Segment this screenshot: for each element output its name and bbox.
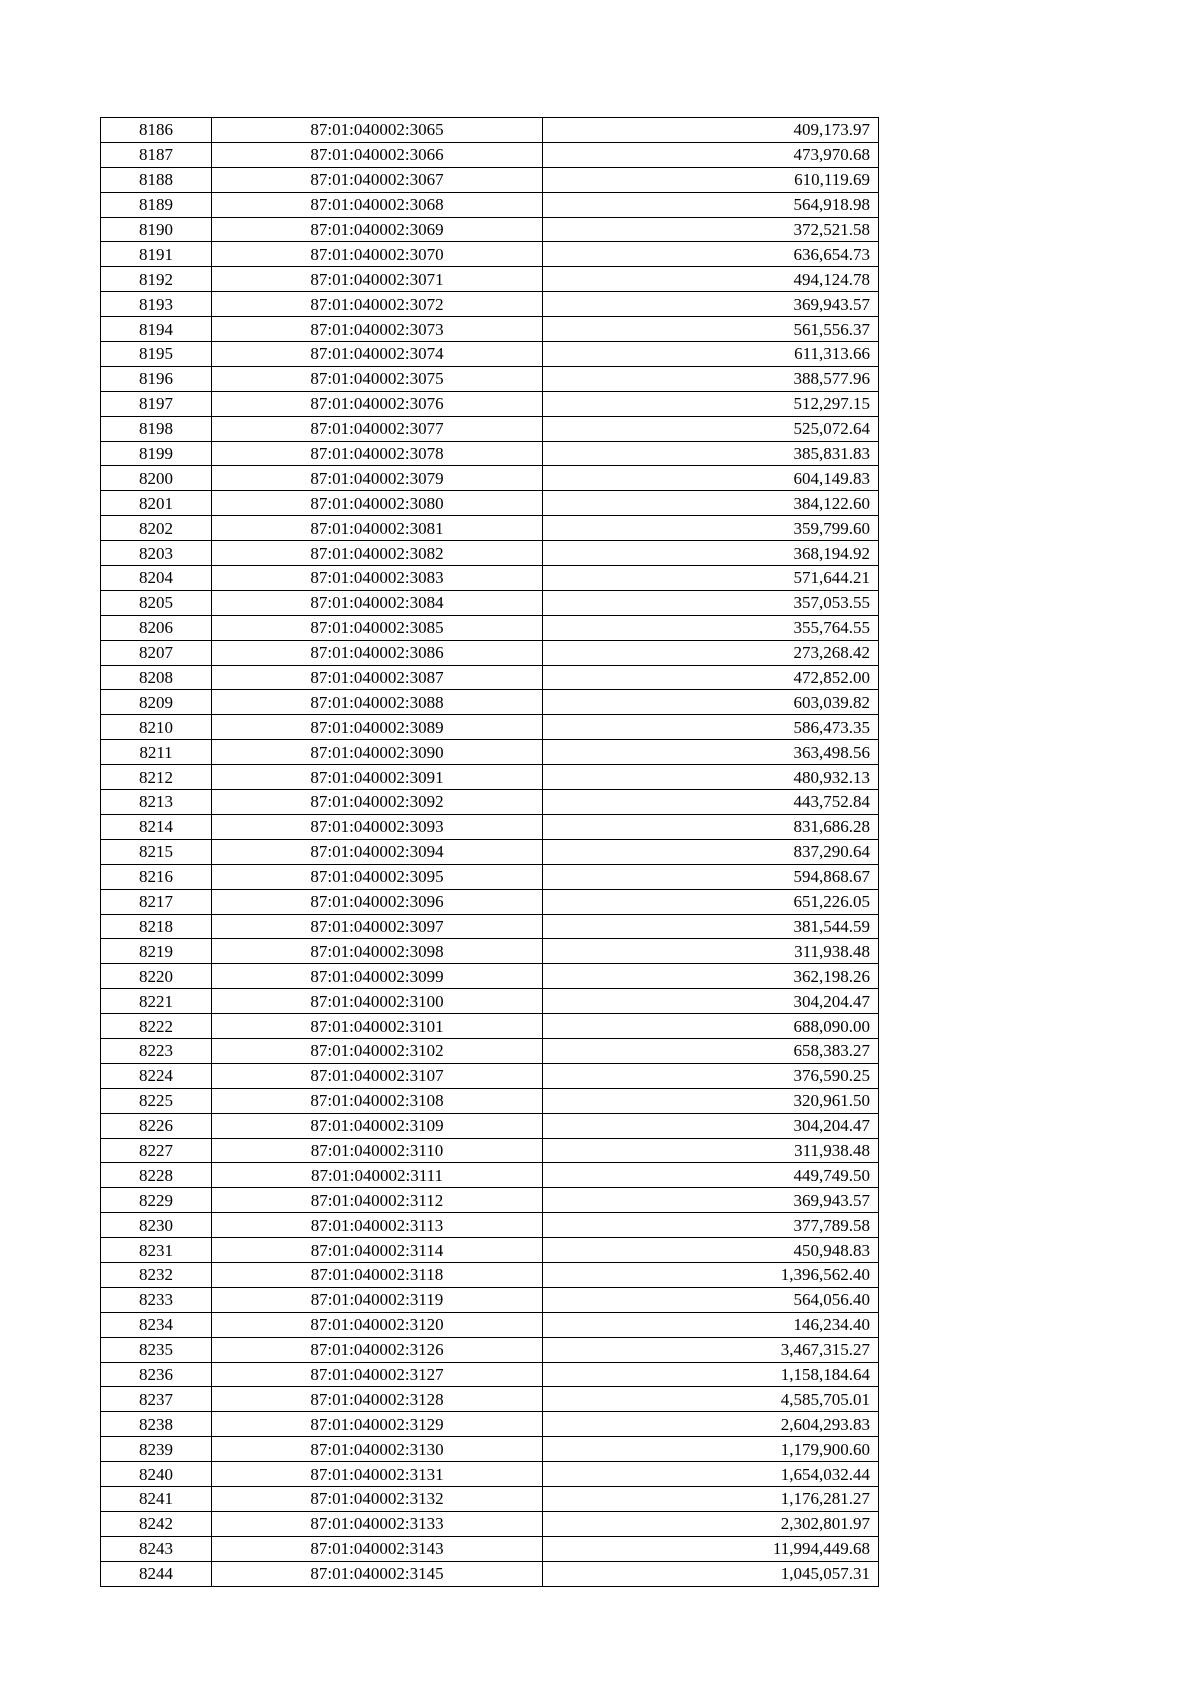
cadastral-number-cell: 87:01:040002:3093 [212, 814, 543, 839]
table-row [101, 1188, 879, 1213]
cadastral-number-cell: 87:01:040002:3118 [212, 1262, 543, 1287]
table-row [101, 839, 879, 864]
cadastral-value-cell: 472,852.00 [543, 665, 879, 690]
table-row [101, 1238, 879, 1263]
table-row [101, 1362, 879, 1387]
row-number-cell: 8210 [101, 715, 212, 740]
cadastral-number-cell: 87:01:040002:3127 [212, 1362, 543, 1387]
cadastral-number-cell: 87:01:040002:3129 [212, 1412, 543, 1437]
cadastral-number-cell: 87:01:040002:3108 [212, 1088, 543, 1113]
cadastral-value-cell: 355,764.55 [543, 615, 879, 640]
cadastral-number-cell: 87:01:040002:3075 [212, 366, 543, 391]
cadastral-number-cell: 87:01:040002:3074 [212, 342, 543, 367]
cadastral-number-cell: 87:01:040002:3085 [212, 615, 543, 640]
row-number-cell: 8207 [101, 640, 212, 665]
table-row [101, 889, 879, 914]
table-row [101, 939, 879, 964]
table-row [101, 391, 879, 416]
row-number-cell: 8203 [101, 541, 212, 566]
table-row [101, 615, 879, 640]
cadastral-value-cell: 1,179,900.60 [543, 1437, 879, 1462]
cadastral-value-cell: 304,204.47 [543, 989, 879, 1014]
cadastral-number-cell: 87:01:040002:3109 [212, 1113, 543, 1138]
cadastral-number-cell: 87:01:040002:3086 [212, 640, 543, 665]
row-number-cell: 8222 [101, 1014, 212, 1039]
cadastral-number-cell: 87:01:040002:3080 [212, 491, 543, 516]
cadastral-value-cell: 381,544.59 [543, 914, 879, 939]
cadastral-number-cell: 87:01:040002:3113 [212, 1213, 543, 1238]
cadastral-number-cell: 87:01:040002:3066 [212, 142, 543, 167]
table-row [101, 964, 879, 989]
cadastral-value-cell: 564,918.98 [543, 192, 879, 217]
row-number-cell: 8224 [101, 1063, 212, 1088]
table-row [101, 1511, 879, 1536]
cadastral-number-cell: 87:01:040002:3132 [212, 1486, 543, 1511]
table-row [101, 342, 879, 367]
table-row [101, 1387, 879, 1412]
cadastral-number-cell: 87:01:040002:3096 [212, 889, 543, 914]
table-row [101, 1561, 879, 1586]
row-number-cell: 8215 [101, 839, 212, 864]
table-row [101, 1038, 879, 1063]
cadastral-number-cell: 87:01:040002:3107 [212, 1063, 543, 1088]
row-number-cell: 8191 [101, 242, 212, 267]
table-row [101, 989, 879, 1014]
row-number-cell: 8243 [101, 1536, 212, 1561]
cadastral-value-cell: 3,467,315.27 [543, 1337, 879, 1362]
table-row [101, 491, 879, 516]
table-row [101, 1014, 879, 1039]
cadastral-number-cell: 87:01:040002:3102 [212, 1038, 543, 1063]
cadastral-value-cell: 564,056.40 [543, 1287, 879, 1312]
cadastral-number-cell: 87:01:040002:3071 [212, 267, 543, 292]
cadastral-number-cell: 87:01:040002:3065 [212, 118, 543, 143]
table-row [101, 1312, 879, 1337]
table-row [101, 242, 879, 267]
cadastral-value-cell: 385,831.83 [543, 441, 879, 466]
table-row [101, 1113, 879, 1138]
row-number-cell: 8217 [101, 889, 212, 914]
row-number-cell: 8219 [101, 939, 212, 964]
row-number-cell: 8190 [101, 217, 212, 242]
row-number-cell: 8216 [101, 864, 212, 889]
cadastral-value-cell: 376,590.25 [543, 1063, 879, 1088]
cadastral-value-cell: 473,970.68 [543, 142, 879, 167]
row-number-cell: 8233 [101, 1287, 212, 1312]
table-row [101, 267, 879, 292]
cadastral-number-cell: 87:01:040002:3092 [212, 790, 543, 815]
cadastral-value-cell: 369,943.57 [543, 1188, 879, 1213]
row-number-cell: 8193 [101, 292, 212, 317]
cadastral-number-cell: 87:01:040002:3069 [212, 217, 543, 242]
cadastral-value-cell: 2,604,293.83 [543, 1412, 879, 1437]
cadastral-value-cell: 611,313.66 [543, 342, 879, 367]
row-number-cell: 8220 [101, 964, 212, 989]
table-row [101, 665, 879, 690]
table-row [101, 914, 879, 939]
cadastral-number-cell: 87:01:040002:3143 [212, 1536, 543, 1561]
row-number-cell: 8239 [101, 1437, 212, 1462]
table-row [101, 317, 879, 342]
cadastral-value-cell: 369,943.57 [543, 292, 879, 317]
row-number-cell: 8237 [101, 1387, 212, 1412]
table-row [101, 864, 879, 889]
cadastral-value-cell: 450,948.83 [543, 1238, 879, 1263]
row-number-cell: 8195 [101, 342, 212, 367]
cadastral-number-cell: 87:01:040002:3082 [212, 541, 543, 566]
table-row [101, 740, 879, 765]
table-row [101, 1462, 879, 1487]
row-number-cell: 8206 [101, 615, 212, 640]
cadastral-number-cell: 87:01:040002:3100 [212, 989, 543, 1014]
row-number-cell: 8221 [101, 989, 212, 1014]
cadastral-value-cell: 368,194.92 [543, 541, 879, 566]
row-number-cell: 8214 [101, 814, 212, 839]
cadastral-number-cell: 87:01:040002:3073 [212, 317, 543, 342]
table-row [101, 1088, 879, 1113]
table-row [101, 118, 879, 143]
row-number-cell: 8235 [101, 1337, 212, 1362]
row-number-cell: 8213 [101, 790, 212, 815]
cadastral-number-cell: 87:01:040002:3097 [212, 914, 543, 939]
row-number-cell: 8223 [101, 1038, 212, 1063]
row-number-cell: 8241 [101, 1486, 212, 1511]
table-row [101, 690, 879, 715]
table-row [101, 590, 879, 615]
cadastral-value-cell: 304,204.47 [543, 1113, 879, 1138]
row-number-cell: 8212 [101, 765, 212, 790]
cadastral-number-cell: 87:01:040002:3099 [212, 964, 543, 989]
cadastral-value-cell: 831,686.28 [543, 814, 879, 839]
cadastral-value-cell: 2,302,801.97 [543, 1511, 879, 1536]
cadastral-value-cell: 1,396,562.40 [543, 1262, 879, 1287]
table-row [101, 1536, 879, 1561]
row-number-cell: 8232 [101, 1262, 212, 1287]
row-number-cell: 8199 [101, 441, 212, 466]
row-number-cell: 8225 [101, 1088, 212, 1113]
table-body [101, 118, 879, 1587]
table-row [101, 1063, 879, 1088]
cadastral-number-cell: 87:01:040002:3078 [212, 441, 543, 466]
row-number-cell: 8230 [101, 1213, 212, 1238]
cadastral-value-cell: 1,654,032.44 [543, 1462, 879, 1487]
cadastral-number-cell: 87:01:040002:3089 [212, 715, 543, 740]
table-row [101, 1412, 879, 1437]
row-number-cell: 8209 [101, 690, 212, 715]
table-row [101, 441, 879, 466]
row-number-cell: 8197 [101, 391, 212, 416]
cadastral-value-cell: 571,644.21 [543, 566, 879, 591]
table-row [101, 1486, 879, 1511]
cadastral-value-cell: 658,383.27 [543, 1038, 879, 1063]
cadastral-value-cell: 372,521.58 [543, 217, 879, 242]
cadastral-value-cell: 512,297.15 [543, 391, 879, 416]
row-number-cell: 8242 [101, 1511, 212, 1536]
cadastral-number-cell: 87:01:040002:3131 [212, 1462, 543, 1487]
table-row [101, 715, 879, 740]
cadastral-number-cell: 87:01:040002:3072 [212, 292, 543, 317]
cadastral-value-cell: 384,122.60 [543, 491, 879, 516]
cadastral-value-cell: 525,072.64 [543, 416, 879, 441]
cadastral-value-cell: 363,498.56 [543, 740, 879, 765]
cadastral-value-cell: 561,556.37 [543, 317, 879, 342]
cadastral-value-cell: 610,119.69 [543, 167, 879, 192]
row-number-cell: 8208 [101, 665, 212, 690]
cadastral-value-cell: 1,045,057.31 [543, 1561, 879, 1586]
cadastral-number-cell: 87:01:040002:3076 [212, 391, 543, 416]
cadastral-number-cell: 87:01:040002:3094 [212, 839, 543, 864]
table-row [101, 566, 879, 591]
table-row [101, 1437, 879, 1462]
row-number-cell: 8244 [101, 1561, 212, 1586]
table-row [101, 1213, 879, 1238]
table-row [101, 366, 879, 391]
cadastral-number-cell: 87:01:040002:3067 [212, 167, 543, 192]
cadastral-value-cell: 494,124.78 [543, 267, 879, 292]
row-number-cell: 8198 [101, 416, 212, 441]
cadastral-value-cell: 1,158,184.64 [543, 1362, 879, 1387]
row-number-cell: 8188 [101, 167, 212, 192]
cadastral-value-cell: 409,173.97 [543, 118, 879, 143]
table-row [101, 790, 879, 815]
cadastral-number-cell: 87:01:040002:3081 [212, 516, 543, 541]
table-row [101, 192, 879, 217]
row-number-cell: 8218 [101, 914, 212, 939]
table-row [101, 416, 879, 441]
cadastral-number-cell: 87:01:040002:3084 [212, 590, 543, 615]
cadastral-number-cell: 87:01:040002:3133 [212, 1511, 543, 1536]
cadastral-number-cell: 87:01:040002:3112 [212, 1188, 543, 1213]
cadastral-value-cell: 311,938.48 [543, 1138, 879, 1163]
cadastral-value-cell: 359,799.60 [543, 516, 879, 541]
cadastral-number-cell: 87:01:040002:3068 [212, 192, 543, 217]
row-number-cell: 8238 [101, 1412, 212, 1437]
row-number-cell: 8211 [101, 740, 212, 765]
row-number-cell: 8201 [101, 491, 212, 516]
cadastral-number-cell: 87:01:040002:3126 [212, 1337, 543, 1362]
row-number-cell: 8202 [101, 516, 212, 541]
cadastral-number-cell: 87:01:040002:3120 [212, 1312, 543, 1337]
table-row [101, 640, 879, 665]
cadastral-value-cell: 357,053.55 [543, 590, 879, 615]
table-row [101, 142, 879, 167]
row-number-cell: 8227 [101, 1138, 212, 1163]
cadastral-number-cell: 87:01:040002:3110 [212, 1138, 543, 1163]
row-number-cell: 8194 [101, 317, 212, 342]
cadastral-number-cell: 87:01:040002:3130 [212, 1437, 543, 1462]
row-number-cell: 8204 [101, 566, 212, 591]
cadastral-number-cell: 87:01:040002:3088 [212, 690, 543, 715]
cadastral-value-cell: 11,994,449.68 [543, 1536, 879, 1561]
cadastral-value-cell: 449,749.50 [543, 1163, 879, 1188]
table-row [101, 167, 879, 192]
row-number-cell: 8229 [101, 1188, 212, 1213]
cadastral-value-cell: 1,176,281.27 [543, 1486, 879, 1511]
cadastral-number-cell: 87:01:040002:3070 [212, 242, 543, 267]
cadastral-value-cell: 604,149.83 [543, 466, 879, 491]
cadastral-value-cell: 377,789.58 [543, 1213, 879, 1238]
table-row [101, 516, 879, 541]
cadastral-number-cell: 87:01:040002:3095 [212, 864, 543, 889]
cadastral-value-cell: 443,752.84 [543, 790, 879, 815]
row-number-cell: 8205 [101, 590, 212, 615]
row-number-cell: 8196 [101, 366, 212, 391]
cadastral-value-cell: 362,198.26 [543, 964, 879, 989]
row-number-cell: 8186 [101, 118, 212, 143]
table-row [101, 292, 879, 317]
cadastral-number-cell: 87:01:040002:3091 [212, 765, 543, 790]
row-number-cell: 8228 [101, 1163, 212, 1188]
table-row [101, 1337, 879, 1362]
table-row [101, 466, 879, 491]
table-row [101, 1287, 879, 1312]
row-number-cell: 8231 [101, 1238, 212, 1263]
cadastral-number-cell: 87:01:040002:3114 [212, 1238, 543, 1263]
cadastral-value-cell: 586,473.35 [543, 715, 879, 740]
cadastral-value-cell: 603,039.82 [543, 690, 879, 715]
cadastral-value-cell: 273,268.42 [543, 640, 879, 665]
cadastral-value-cell: 480,932.13 [543, 765, 879, 790]
cadastral-number-cell: 87:01:040002:3090 [212, 740, 543, 765]
cadastral-value-cell: 388,577.96 [543, 366, 879, 391]
table-row [101, 814, 879, 839]
cadastral-number-cell: 87:01:040002:3111 [212, 1163, 543, 1188]
cadastral-number-cell: 87:01:040002:3077 [212, 416, 543, 441]
cadastral-number-cell: 87:01:040002:3101 [212, 1014, 543, 1039]
cadastral-value-cell: 146,234.40 [543, 1312, 879, 1337]
cadastral-number-cell: 87:01:040002:3128 [212, 1387, 543, 1412]
cadastral-value-cell: 594,868.67 [543, 864, 879, 889]
row-number-cell: 8187 [101, 142, 212, 167]
cadastral-number-cell: 87:01:040002:3119 [212, 1287, 543, 1312]
cadastral-value-cell: 4,585,705.01 [543, 1387, 879, 1412]
cadastral-value-cell: 688,090.00 [543, 1014, 879, 1039]
table-row [101, 1163, 879, 1188]
table-row [101, 541, 879, 566]
table-row [101, 217, 879, 242]
cadastral-value-cell: 320,961.50 [543, 1088, 879, 1113]
cadastral-value-table [100, 117, 879, 1587]
row-number-cell: 8192 [101, 267, 212, 292]
row-number-cell: 8236 [101, 1362, 212, 1387]
cadastral-number-cell: 87:01:040002:3145 [212, 1561, 543, 1586]
row-number-cell: 8189 [101, 192, 212, 217]
table-row [101, 1262, 879, 1287]
row-number-cell: 8200 [101, 466, 212, 491]
cadastral-value-cell: 651,226.05 [543, 889, 879, 914]
cadastral-number-cell: 87:01:040002:3087 [212, 665, 543, 690]
row-number-cell: 8240 [101, 1462, 212, 1487]
table-row [101, 1138, 879, 1163]
cadastral-value-cell: 311,938.48 [543, 939, 879, 964]
cadastral-number-cell: 87:01:040002:3098 [212, 939, 543, 964]
table-row [101, 765, 879, 790]
cadastral-value-cell: 636,654.73 [543, 242, 879, 267]
row-number-cell: 8226 [101, 1113, 212, 1138]
row-number-cell: 8234 [101, 1312, 212, 1337]
cadastral-number-cell: 87:01:040002:3083 [212, 566, 543, 591]
cadastral-number-cell: 87:01:040002:3079 [212, 466, 543, 491]
cadastral-value-cell: 837,290.64 [543, 839, 879, 864]
